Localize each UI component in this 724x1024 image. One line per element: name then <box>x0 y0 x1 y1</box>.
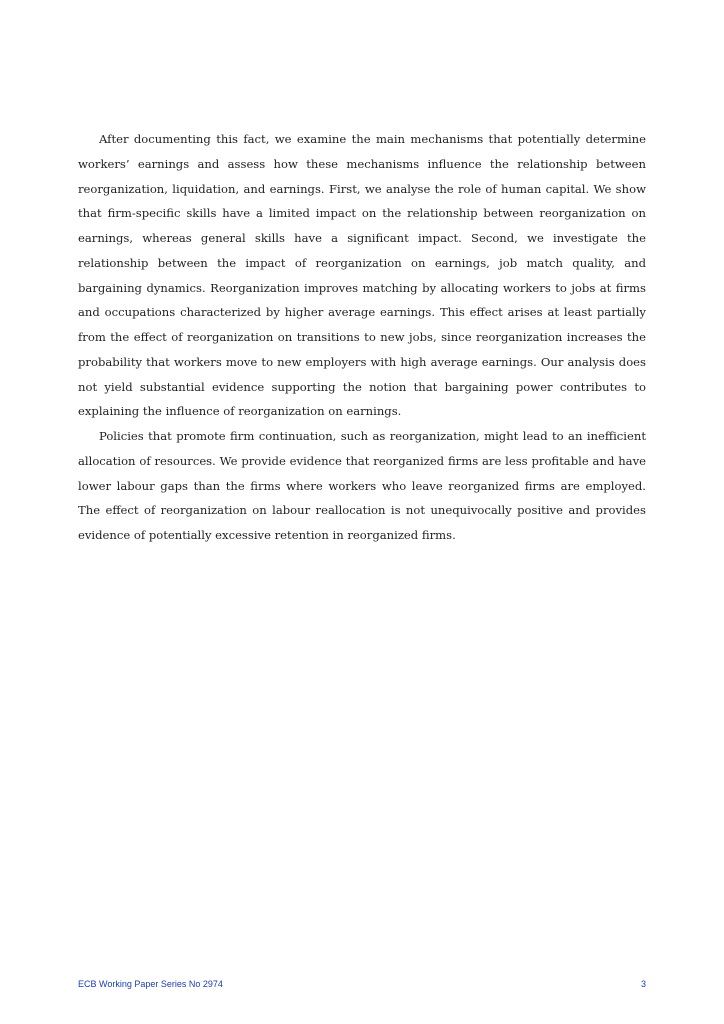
body-text <box>78 127 646 548</box>
paragraph-policies: Policies that promote firm continuation, such as reorganization, might lead to an inefficient allocation of resources. We provide evidence that reorganized firms are less profitable and have lower labour gaps than the firms where workers who leave reorganized firms are employed. The effect of reorganization on labour reallocation is not unequivocally positive and provides evidence of potentially excessive retention in reorganized firms. <box>78 429 646 542</box>
footer-page-number: 3 <box>640 979 646 989</box>
paragraph-mechanisms: After documenting this fact, we examine the main mechanisms that potentially determine workers’ earnings and assess how these mechanisms influence the relationship between reorganization, liquidation, and earnings. First, we analyse the role of human capital. We show that firm-specific skills have a limited impact on the relationship between reorganization on earnings, whereas general skills have a significant impact. Second, we investigate the relationship between the impact of reorganization on earnings, job match quality, and bargaining dynamics. Reorganization improves matching by allocating workers to jobs at firms and occupations characterized by higher average earnings. This effect arises at least partially from the effect of reorganization on transitions to new jobs, since reorganization increases the probability that workers move to new employers with high average earnings. Our analysis does not yield substantial evidence supporting the notion that bargaining power contributes to explaining the influence of reorganization on earnings. <box>78 132 646 419</box>
footer-series-label: ECB Working Paper Series No 2974 <box>78 979 223 989</box>
page-footer <box>78 979 646 989</box>
